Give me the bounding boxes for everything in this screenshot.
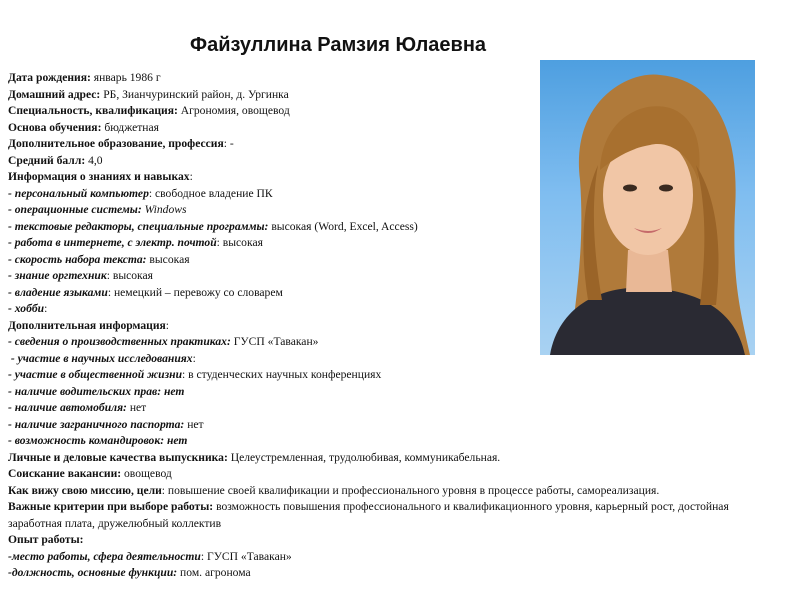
page-title: Файзуллина Рамзия Юлаевна — [190, 34, 487, 56]
editors-skill-line: - текстовые редакторы, специальные программы: высокая (Word, Excel, Access) — [8, 219, 418, 233]
study-basis-line: Основа обучения: бюджетная — [8, 120, 159, 134]
languages-line: - владение языками: немецкий – перевожу со словарем — [8, 285, 283, 299]
specialty-line: Специальность, квалификация: Агрономия, овощевод — [8, 104, 290, 117]
typing-speed-line: - скорость набора текста: высокая — [8, 252, 190, 266]
research-line: - участие в научных исследованиях: — [8, 351, 196, 365]
office-equipment-line: - знание оргтехник: высокая — [8, 269, 153, 282]
driving-license-line: - наличие водительских прав: нет — [8, 384, 185, 398]
resume-content — [8, 70, 778, 582]
additional-info-heading: Дополнительная информация: — [8, 318, 170, 332]
workplace-line: -место работы, сфера деятельности: ГУСП «Тавакан» — [8, 549, 292, 563]
position-line: -должность, основные функции: пом. агронома — [8, 566, 251, 579]
os-skill-line: - операционные системы: Windows — [8, 203, 187, 216]
skills-heading: Информация о знаниях и навыках: — [8, 170, 193, 183]
hobby-line: - хобби: — [8, 302, 48, 315]
birth-date-line: Дата рождения: январь 1986 г — [8, 71, 161, 84]
average-grade-line: Средний балл: 4,0 — [8, 153, 103, 167]
home-address-line: Домашний адрес: РБ, Зианчуринский район, д. Ургинка — [8, 87, 289, 101]
additional-education-line: Дополнительное образование, профессия: - — [8, 137, 234, 150]
vacancy-line: Соискание вакансии: овощевод — [8, 467, 172, 480]
internet-skill-line: - работа в интернете, с электр. почтой: высокая — [8, 236, 263, 249]
job-criteria-line: Важные критерии при выборе работы: возможность повышения профессионального и квалификационного уровня, карьерный рост, достойная заработная плата, дружелюбный коллектив — [8, 500, 729, 530]
personal-qualities-line: Личные и деловые качества выпускника: Целеустремленная, трудолюбивая, коммуникабельная. — [8, 450, 501, 464]
public-life-line: - участие в общественной жизни: в студенческих научных конференциях — [8, 368, 382, 381]
business-trips-line: - возможность командировок: нет — [8, 434, 188, 447]
car-line: - наличие автомобиля: нет — [8, 401, 147, 414]
pc-skill-line: - персональный компьютер: свободное владение ПК — [8, 186, 273, 200]
passport-line: - наличие заграничного паспорта: нет — [8, 417, 204, 431]
work-experience-heading: Опыт работы: — [8, 533, 84, 546]
internship-line: - сведения о производственных практиках: ГУСП «Тавакан» — [8, 335, 319, 348]
mission-line: Как вижу свою миссию, цели: повышение своей квалификации и профессионального уровня в процессе работы, самореализация. — [8, 483, 660, 497]
